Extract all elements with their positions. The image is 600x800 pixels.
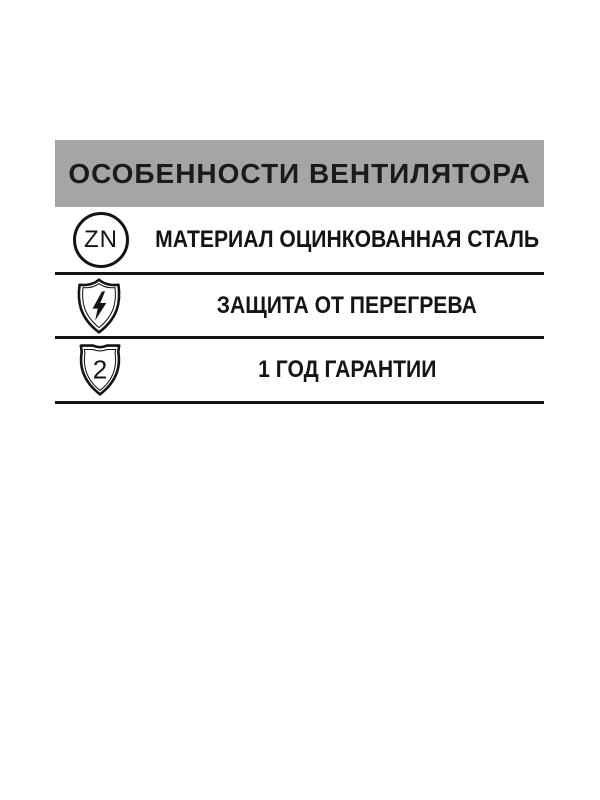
zn-circle-icon bbox=[73, 212, 129, 268]
shield-number-label: 2 bbox=[92, 354, 108, 385]
feature-row-warranty bbox=[55, 339, 544, 401]
shield-lightning-icon bbox=[73, 277, 125, 334]
feature-label-wrap bbox=[150, 207, 544, 272]
feature-label-wrap bbox=[150, 339, 544, 401]
shield-number-icon bbox=[73, 341, 127, 399]
feature-label-material: МАТЕРИАЛ ОЦИНКОВАННАЯ СТАЛЬ bbox=[155, 225, 539, 253]
feature-label-warranty: 1 ГОД ГАРАНТИИ bbox=[257, 356, 437, 383]
shield-lightning-glyph bbox=[73, 277, 125, 334]
zn-circle-badge bbox=[73, 212, 129, 268]
divider-line bbox=[55, 401, 544, 404]
feature-label-wrap bbox=[150, 275, 544, 336]
features-title: ОСОБЕННОСТИ ВЕНТИЛЯТОРА bbox=[68, 157, 531, 189]
shield-number-glyph bbox=[73, 341, 127, 399]
feature-label-overheat: ЗАЩИТА ОТ ПЕРЕГРЕВА bbox=[216, 291, 478, 319]
features-header-banner bbox=[55, 140, 544, 207]
feature-row-overheat-protection bbox=[55, 275, 544, 336]
zn-label: ZN bbox=[84, 225, 118, 253]
feature-row-material bbox=[55, 207, 544, 272]
